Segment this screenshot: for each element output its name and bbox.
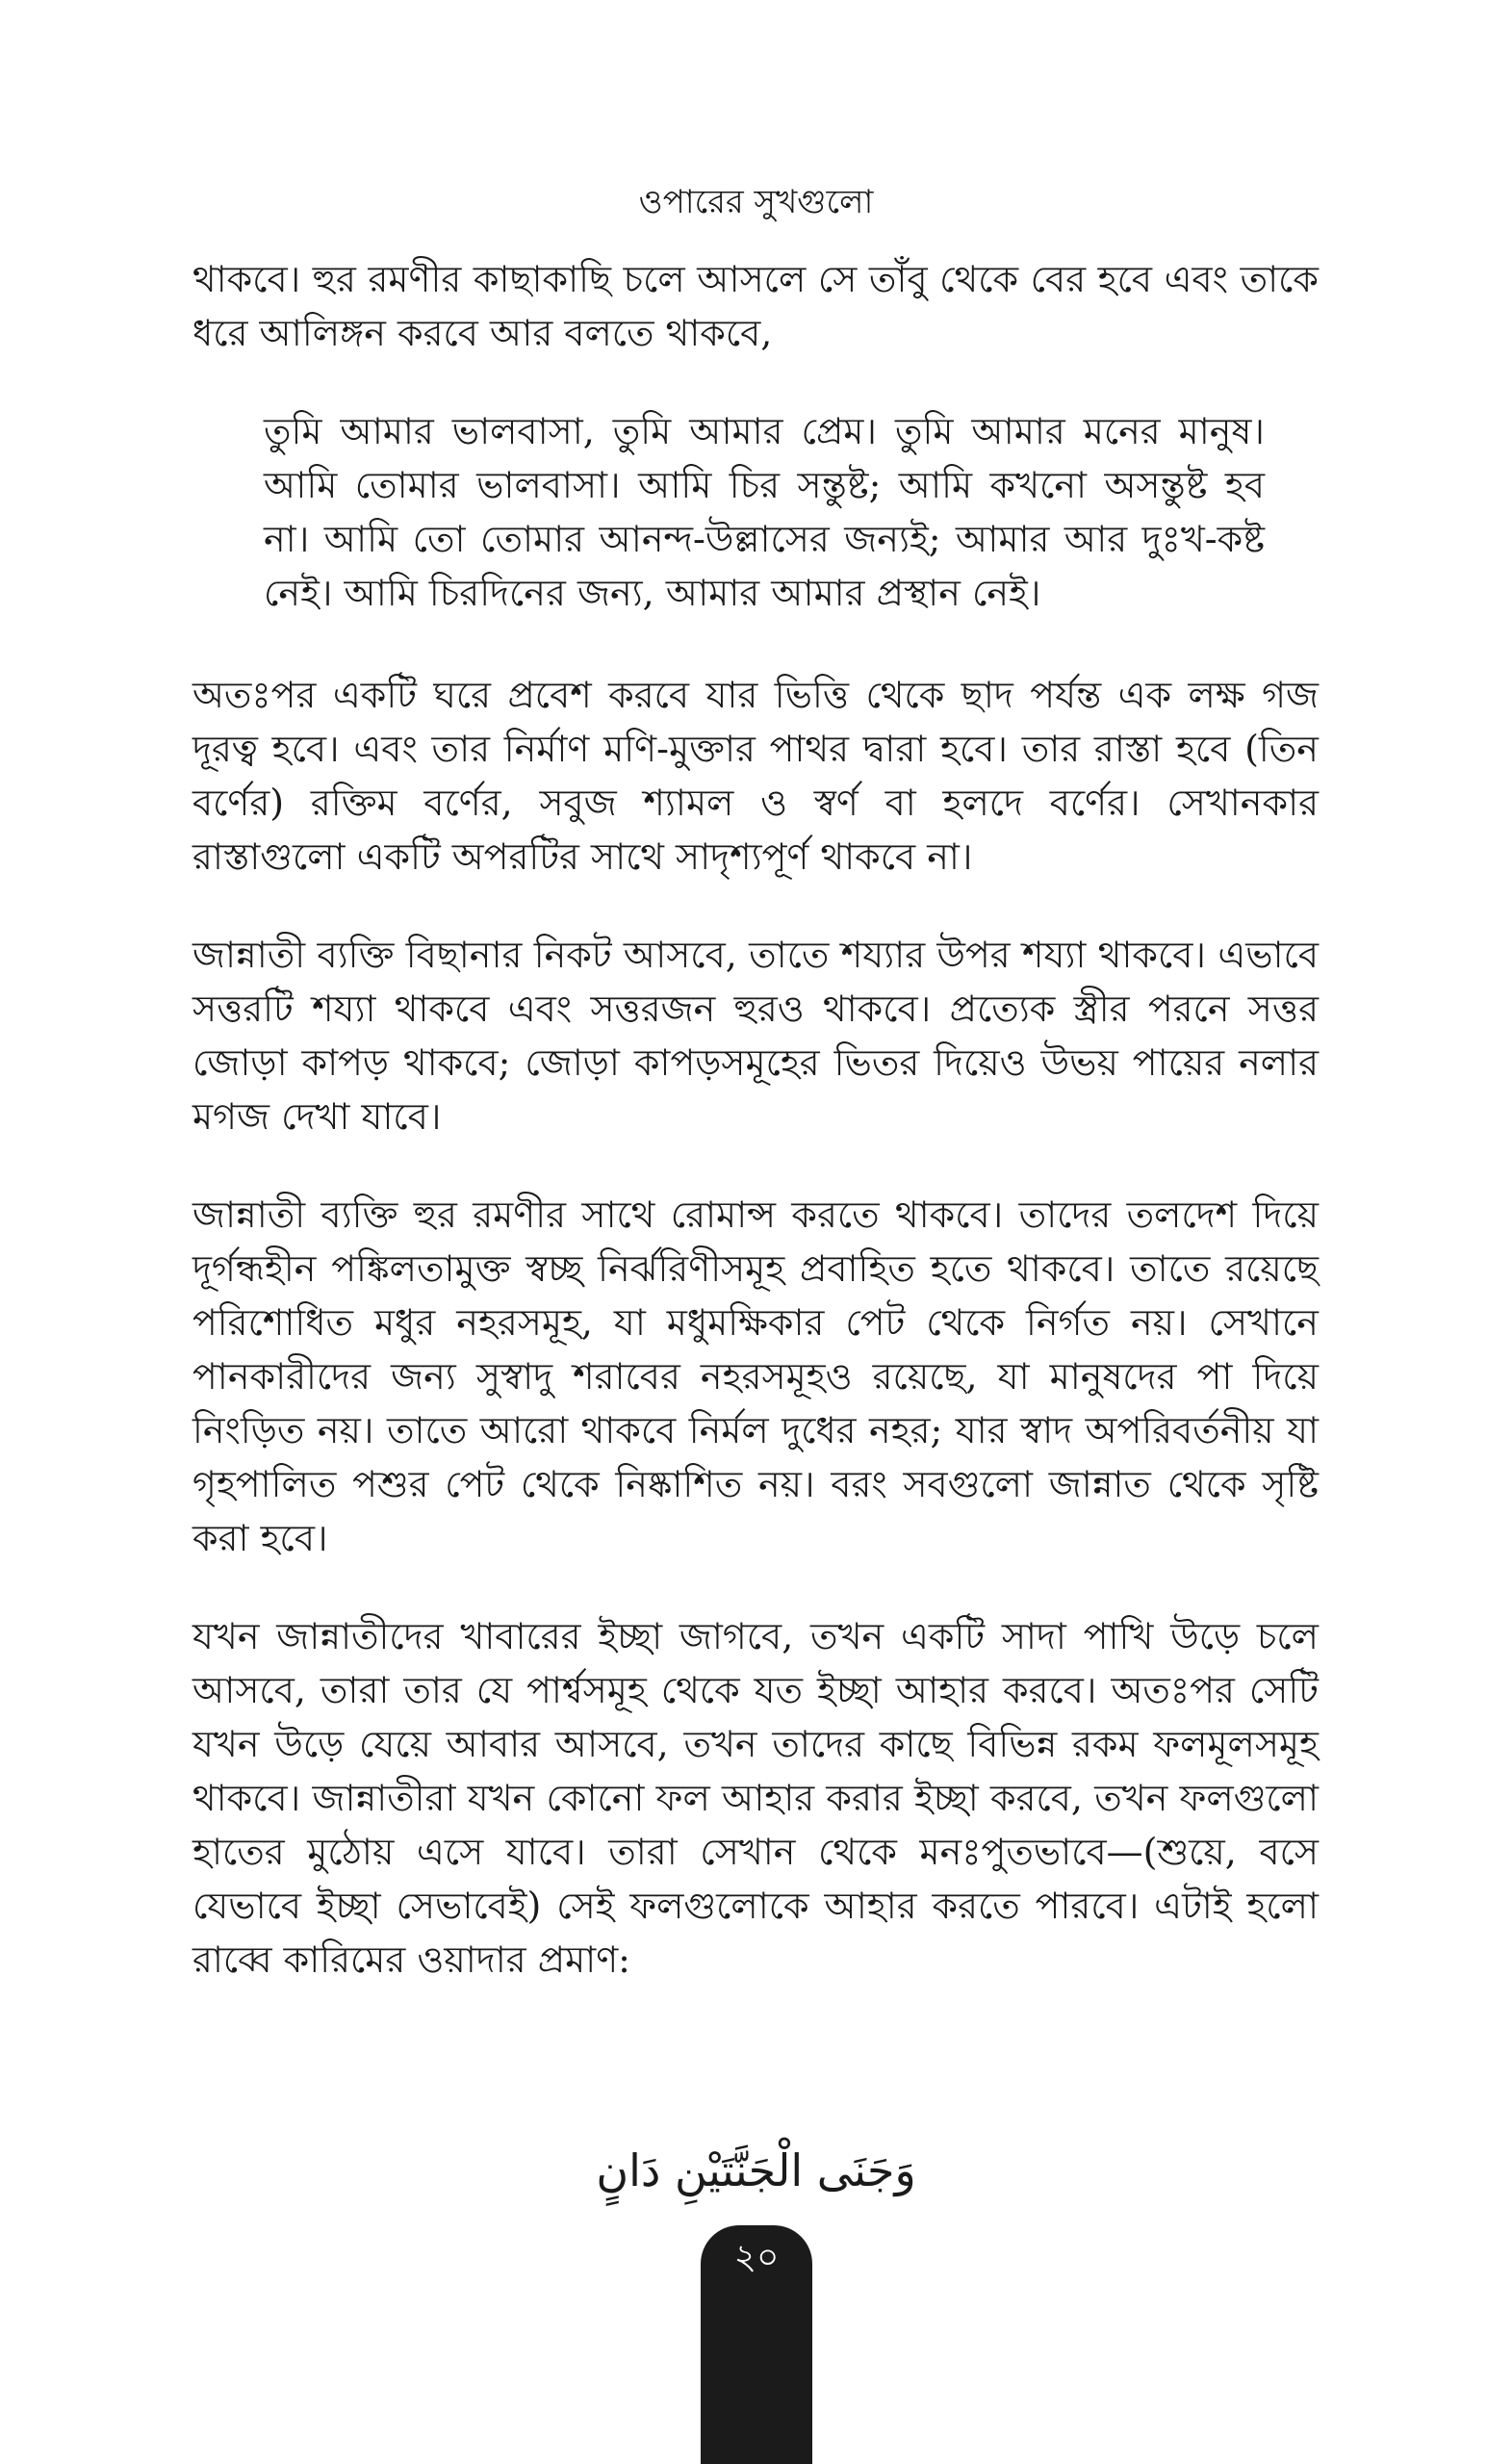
body-text (192, 252, 1319, 1987)
paragraph-5: যখন জান্নাতীদের খাবারের ইচ্ছা জাগবে, তখন একটি সাদা পাখি উড়ে চলে আসবে, তারা তার যে পার্শ্বসমূহ থেকে যত ইচ্ছা আহার করবে। অতঃপর সেটি যখন উড়ে যেয়ে আবার আসবে, তখন তাদের কাছে বিভিন্ন রকম ফলমূলসমূহ থাকবে। জান্নাতীরা যখন কোনো ফল আহার করার ইচ্ছা করবে, তখন ফলগুলো হাতের মুঠোয় এসে যাবে। তারা সেখান থেকে মনঃপুতভাবে—(শুয়ে, বসে যেভাবে ইচ্ছা সেভাবেই) সেই ফলগুলোকে আহার করতে পারবে। এটাই হলো রাব্বে কারিমের ওয়াদার প্রমাণ: (192, 1615, 1319, 1981)
paragraph-1: থাকবে। হুর রমণীর কাছাকাছি চলে আসলে সে তাঁবু থেকে বের হবে এবং তাকে ধরে আলিঙ্গন করবে আর বলতে থাকবে, (192, 258, 1319, 354)
paragraph-3: জান্নাতী ব্যক্তি বিছানার নিকট আসবে, তাতে শয্যার উপর শয্যা থাকবে। এভাবে সত্তরটি শয্যা থাকবে এবং সত্তরজন হুরও থাকবে। প্রত্যেক স্ত্রীর পরনে সত্তর জোড়া কাপড় থাকবে; জোড়া কাপড়সমূহের ভিতর দিয়েও উভয় পায়ের নলার মগজ দেখা যাবে। (192, 934, 1319, 1138)
page-number: ২০ (733, 2238, 780, 2277)
running-header: ওপারের সুখগুলো (638, 183, 874, 221)
paragraph-2: অতঃপর একটি ঘরে প্রবেশ করবে যার ভিত্তি থেকে ছাদ পর্যন্ত এক লক্ষ গজ দূরত্ব হবে। এবং তার নির্মাণ মণি-মুক্তার পাথর দ্বারা হবে। তার রাস্তা হবে (তিন বর্ণের) রক্তিম বর্ণের, সবুজ শ্যামল ও স্বর্ণ বা হলদে বর্ণের। সেখানকার রাস্তাগুলো একটি অপরটির সাথে সাদৃশ্যপূর্ণ থাকবে না। (192, 674, 1319, 878)
arabic-verse: وَجَنَى الْجَنَّتَيْنِ دَانٍ (596, 2144, 916, 2196)
paragraph-4: জান্নাতী ব্যক্তি হুর রমণীর সাথে রোমান্স করতে থাকবে। তাদের তলদেশ দিয়ে দূর্গন্ধহীন পঙ্কিলতামুক্ত স্বচ্ছ নির্ঝরিণীসমূহ প্রবাহিত হতে থাকবে। তাতে রয়েছে পরিশোধিত মধুর নহরসমূহ, যা মধুমক্ষিকার পেট থেকে নির্গত নয়। সেখানে পানকারীদের জন্য সুস্বাদু শরাবের নহরসমূহও রয়েছে, যা মানুষদের পা দিয়ে নিংড়িত নয়। তাতে আরো থাকবে নির্মল দুধের নহর; যার স্বাদ অপরিবর্তনীয় যা গৃহপালিত পশুর পেট থেকে নিষ্কাশিত নয়। বরং সবগুলো জান্নাত থেকে সৃষ্টি করা হবে। (192, 1194, 1319, 1559)
block-quote: তুমি আমার ভালবাসা, তুমি আমার প্রেম। তুমি আমার মনের মানুষ। আমি তোমার ভালবাসা। আমি চির সন্তুষ্ট; আমি কখনো অসন্তুষ্ট হব না। আমি তো তোমার আনন্দ-উল্লাসের জন্যই; আমার আর দুঃখ-কষ্ট নেই। আমি চিরদিনের জন্য, আমার আমার প্রস্থান নেই। (264, 410, 1265, 614)
